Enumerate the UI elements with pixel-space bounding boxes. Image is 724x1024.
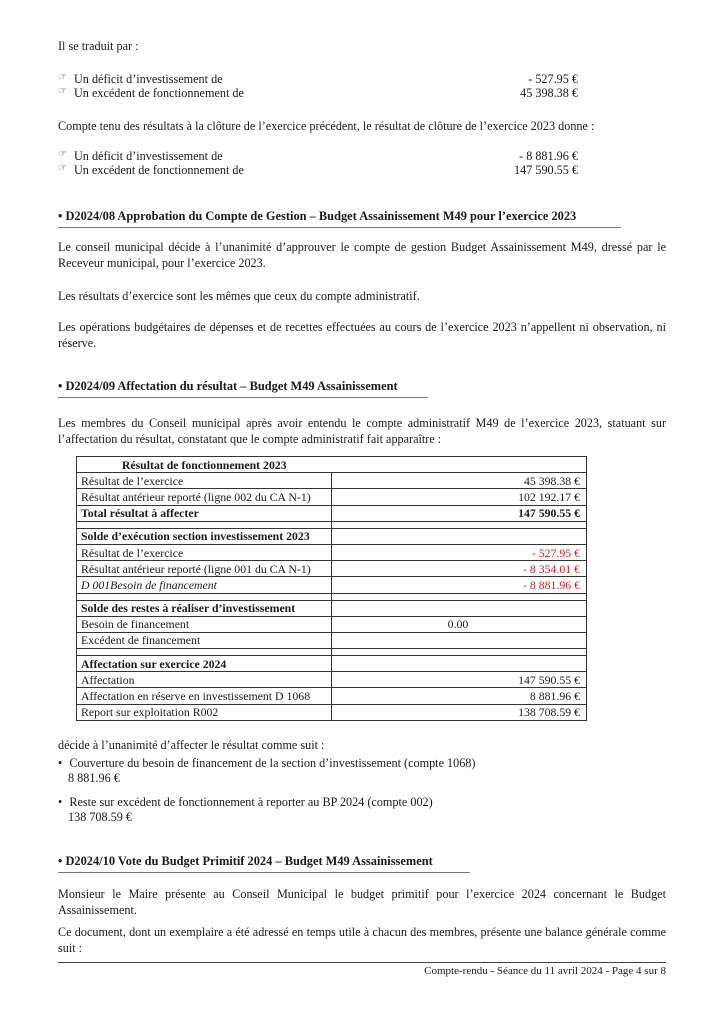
result-label: Un excédent de fonctionnement de: [74, 86, 244, 100]
table-row: [77, 632, 587, 648]
heading-bullet: •: [58, 854, 63, 868]
heading-bullet: •: [58, 209, 63, 223]
heading-underline: [58, 227, 621, 228]
heading-text: D2024/09 Affectation du résultat – Budget M49 Assainissement: [65, 379, 398, 393]
cumulative-item: [58, 149, 578, 163]
table-section-row: [77, 656, 587, 672]
paragraph: Monsieur le Maire présente au Conseil Municipal le budget primitif pour l’exercice 2024 concernant le Budget Assainissement.: [58, 887, 666, 917]
row-value: 8 881.96 €: [332, 688, 587, 704]
footer-divider: [58, 962, 666, 963]
row-value: - 8 354.01 €: [332, 561, 587, 577]
pointing-hand-icon: ☞: [58, 149, 67, 160]
cumulative-amount: - 8 881.96 €: [519, 149, 578, 163]
result-item: [58, 86, 578, 100]
decision-text: décide à l’unanimité d’affecter le résultat comme suit :: [58, 738, 325, 752]
table-row: [77, 704, 587, 720]
paragraph: Les résultats d’exercice sont les mêmes que ceux du compte administratif.: [58, 289, 420, 303]
table-title: Résultat de fonctionnement 2023: [77, 457, 332, 473]
row-label: Résultat de l’exercice: [77, 544, 332, 560]
cumulative-item: [58, 163, 578, 177]
cumulative-label: Un excédent de fonctionnement de: [74, 163, 244, 177]
table-row: [77, 616, 587, 632]
row-label: Résultat antérieur reporté (ligne 002 du CA N-1): [77, 489, 332, 505]
table-row: [77, 672, 587, 688]
section-heading-d09: [58, 379, 398, 394]
row-value: - 527.95 €: [332, 544, 587, 560]
table-row-total: [77, 505, 587, 521]
heading-text: D2024/10 Vote du Budget Primitif 2024 – Budget M49 Assainissement: [65, 854, 433, 868]
pointing-hand-icon: ☞: [58, 163, 67, 174]
row-value: 147 590.55 €: [332, 505, 587, 521]
section-title: Solde d’exécution section investissement 2023: [77, 528, 332, 544]
row-value: - 8 881.96 €: [332, 577, 587, 593]
paragraph: Les membres du Conseil municipal après avoir entendu le compte administratif M49 de l’exercice 2023, statuant sur l’affectation du résultat, constatant que le compte administratif fait apparaître :: [58, 416, 666, 446]
row-label: Total résultat à affecter: [77, 505, 332, 521]
allocation-label: Reste sur excédent de fonctionnement à reporter au BP 2024 (compte 002): [69, 795, 433, 809]
result-label: Un déficit d’investissement de: [74, 72, 223, 86]
intro-text: Il se traduit par :: [58, 39, 139, 53]
row-value: 147 590.55 €: [332, 672, 587, 688]
page-footer: Compte-rendu - Séance du 11 avril 2024 - Page 4 sur 8: [424, 965, 666, 977]
heading-underline: [58, 872, 470, 873]
allocation-amount: 8 881.96 €: [68, 771, 120, 785]
cumulative-label: Un déficit d’investissement de: [74, 149, 223, 163]
row-label: Affectation: [77, 672, 332, 688]
row-value: 102 192.17 €: [332, 489, 587, 505]
table-row: [77, 561, 587, 577]
row-label: Résultat de l’exercice: [77, 473, 332, 489]
pointing-hand-icon: ☞: [58, 86, 67, 97]
row-value: 138 708.59 €: [332, 704, 587, 720]
result-allocation-table: [76, 456, 587, 721]
table-row: [77, 544, 587, 560]
heading-bullet: •: [58, 379, 63, 393]
paragraph: Le conseil municipal décide à l’unanimité d’approuver le compte de gestion Budget Assainissement M49, dressé par le Receveur municipal, pour l’exercice 2023.: [58, 240, 666, 270]
table-row: [77, 688, 587, 704]
table-row: [77, 577, 587, 593]
paragraph: Les opérations budgétaires de dépenses et de recettes effectuées au cours de l’exercice 2023 n’appellent ni observation, ni réserve.: [58, 320, 666, 350]
table-row: [77, 473, 587, 489]
section-heading-d08: [58, 209, 576, 224]
allocation-item: [58, 795, 433, 810]
section-title: Affectation sur exercice 2024: [77, 656, 332, 672]
table-title-row: [77, 457, 587, 473]
result-amount: 45 398.38 €: [520, 86, 578, 100]
row-label: D 001Besoin de financement: [77, 577, 332, 593]
row-value: [332, 632, 587, 648]
list-bullet: •: [58, 756, 63, 770]
cumulative-amount: 147 590.55 €: [514, 163, 578, 177]
table-section-row: [77, 600, 587, 616]
row-label: Excédent de financement: [77, 632, 332, 648]
row-label: Report sur exploitation R002: [77, 704, 332, 720]
table-row: [77, 489, 587, 505]
allocation-item: [58, 756, 475, 771]
allocation-amount: 138 708.59 €: [68, 810, 132, 824]
row-label: Résultat antérieur reporté (ligne 001 du CA N-1): [77, 561, 332, 577]
heading-text: D2024/08 Approbation du Compte de Gestion – Budget Assainissement M49 pour l’exercice 2023: [65, 209, 577, 223]
row-label: Affectation en réserve en investissement D 1068: [77, 688, 332, 704]
paragraph: Ce document, dont un exemplaire a été adressé en temps utile à chacun des membres, présente une balance générale comme suit :: [58, 925, 666, 955]
result-amount: - 527.95 €: [528, 72, 578, 86]
row-label: Besoin de financement: [77, 616, 332, 632]
table-section-row: [77, 528, 587, 544]
result-item: [58, 72, 578, 86]
row-value: 0.00: [332, 616, 587, 632]
heading-underline: [58, 397, 428, 398]
section-title: Solde des restes à réaliser d’investissement: [77, 600, 332, 616]
pointing-hand-icon: ☞: [58, 72, 67, 83]
list-bullet: •: [58, 795, 63, 809]
allocation-label: Couverture du besoin de financement de la section d’investissement (compte 1068): [69, 756, 476, 770]
section-heading-d10: [58, 854, 433, 869]
row-value: 45 398.38 €: [332, 473, 587, 489]
cumulative-text: Compte tenu des résultats à la clôture de l’exercice précédent, le résultat de clôture de l’exercice 2023 donne :: [58, 119, 595, 133]
